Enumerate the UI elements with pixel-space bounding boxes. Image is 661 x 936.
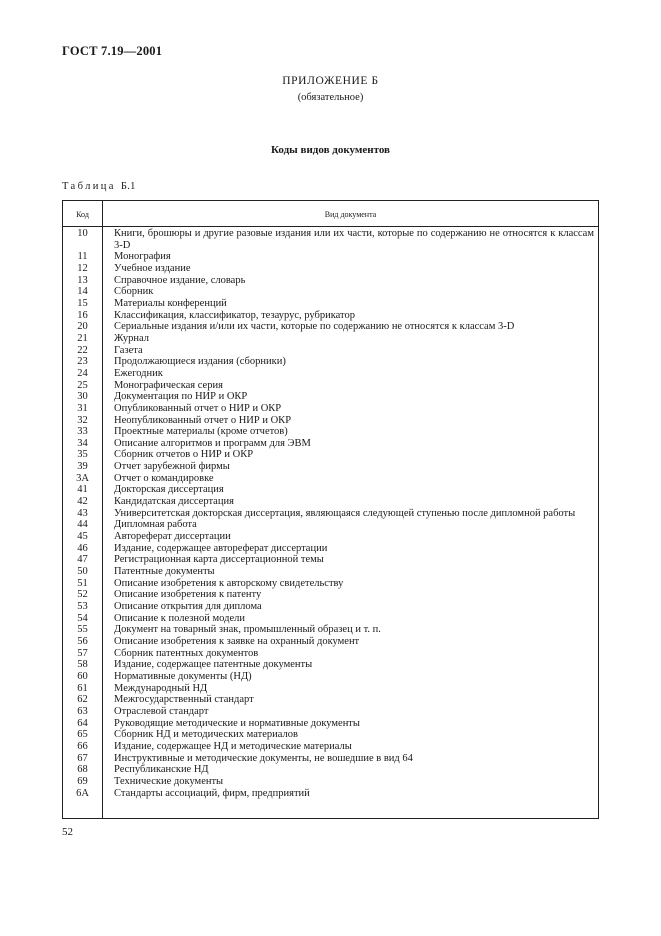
row-code: 67 — [77, 752, 88, 764]
row-code: 16 — [77, 309, 88, 321]
table-row — [63, 729, 598, 741]
row-code: 68 — [77, 764, 88, 776]
table-row — [63, 275, 598, 287]
table-label-number: Б.1 — [120, 181, 136, 192]
table-row — [63, 788, 598, 800]
table-row — [63, 449, 598, 461]
row-document-type: Республиканские НД — [114, 764, 209, 776]
row-code: 10 — [77, 228, 88, 239]
row-document-type: Стандарты ассоциаций, фирм, предприятий — [114, 787, 310, 799]
row-code: 34 — [77, 437, 88, 449]
row-code: 69 — [77, 775, 88, 787]
row-document-type: Описание к полезной модели — [114, 612, 245, 624]
row-document-type: Межгосударственный стандарт — [114, 694, 254, 706]
table-label — [62, 181, 136, 192]
row-code: 63 — [77, 705, 88, 717]
table-row — [63, 764, 598, 776]
appendix-title: ПРИЛОЖЕНИЕ Б — [282, 75, 379, 87]
table-row — [63, 648, 598, 660]
table-row — [63, 263, 598, 275]
row-document-type: Описание алгоритмов и программ для ЭВМ — [114, 437, 311, 449]
table-row — [63, 624, 598, 636]
row-document-type: Сборник отчетов о НИР и ОКР — [114, 449, 254, 461]
appendix-subtitle: (обязательное) — [297, 92, 364, 103]
table-row — [63, 636, 598, 648]
row-code: 55 — [77, 624, 88, 636]
row-code: 21 — [77, 332, 88, 344]
table-row — [63, 554, 598, 566]
table-row — [63, 298, 598, 310]
row-document-type: Отраслевой стандарт — [114, 705, 209, 717]
row-code: 25 — [77, 379, 88, 391]
row-document-type: Руководящие методические и нормативные документы — [114, 717, 360, 729]
table-header — [63, 201, 598, 227]
row-document-type: Описание изобретения к авторскому свидетельству — [114, 577, 344, 589]
row-code: 61 — [77, 682, 88, 694]
table-body — [63, 228, 598, 799]
table-row — [63, 496, 598, 508]
row-document-type: Дипломная работа — [114, 519, 197, 531]
document-header: ГОСТ 7.19—2001 — [62, 44, 163, 58]
row-code: 42 — [77, 496, 88, 508]
row-code: 44 — [77, 519, 88, 531]
row-document-type: Сборник — [114, 286, 154, 298]
table-row — [63, 415, 598, 427]
row-document-type: Издание, содержащее НД и методические материалы — [114, 740, 352, 752]
row-code: 60 — [77, 670, 88, 682]
row-code: 23 — [77, 356, 88, 368]
table-row — [63, 438, 598, 450]
table-row — [63, 286, 598, 298]
row-document-type: Опубликованный отчет о НИР и ОКР — [114, 402, 282, 414]
document-title: Коды видов документов — [270, 144, 390, 156]
row-document-type: Технические документы — [114, 775, 224, 787]
row-code: 54 — [77, 612, 88, 624]
table-label-word: Таблица — [62, 181, 116, 192]
row-code: 57 — [77, 647, 88, 659]
table-row — [63, 671, 598, 683]
row-code: 33 — [77, 426, 88, 438]
table-row — [63, 566, 598, 578]
row-document-type: Документация по НИР и ОКР — [114, 391, 248, 403]
row-code: 62 — [77, 694, 88, 706]
row-code: 31 — [77, 402, 88, 414]
row-document-type: Автореферат диссертации — [114, 531, 231, 543]
row-code: 66 — [77, 740, 88, 752]
row-document-type: Сборник патентных документов — [114, 647, 259, 659]
row-document-type: Регистрационная карта диссертационной темы — [114, 554, 324, 566]
row-code: 13 — [77, 274, 88, 286]
table-row — [63, 776, 598, 788]
table-row — [63, 310, 598, 322]
document-codes-table — [62, 200, 599, 819]
table-row — [63, 508, 598, 520]
row-code: 39 — [77, 461, 88, 473]
table-row — [63, 403, 598, 415]
row-document-type: Отчет зарубежной фирмы — [114, 461, 230, 473]
table-row — [63, 718, 598, 730]
table-row — [63, 321, 598, 333]
table-row — [63, 601, 598, 613]
table-row — [63, 368, 598, 380]
table-row — [63, 694, 598, 706]
table-row — [63, 391, 598, 403]
table-row — [63, 473, 598, 485]
table-row — [63, 683, 598, 695]
row-document-type: Описание изобретения к заявке на охранный документ — [114, 635, 360, 647]
table-row — [63, 426, 598, 438]
column-header-code: Код — [76, 210, 89, 219]
row-document-type: Кандидатская диссертация — [114, 496, 234, 508]
table-row — [63, 659, 598, 671]
row-code: 3А — [76, 472, 89, 484]
column-header-type: Вид документа — [324, 210, 377, 219]
row-document-type: Описание изобретения к патенту — [114, 589, 262, 601]
row-code: 20 — [77, 321, 88, 333]
row-code: 22 — [77, 344, 88, 356]
row-code: 50 — [77, 566, 88, 578]
row-document-type: Продолжающиеся издания (сборники) — [114, 356, 286, 368]
table-row — [63, 228, 598, 251]
row-document-type: Издание, содержащее патентные документы — [114, 659, 313, 671]
table-row — [63, 613, 598, 625]
table-row — [63, 333, 598, 345]
row-document-type: Справочное издание, словарь — [114, 274, 246, 286]
row-code: 51 — [77, 577, 88, 589]
table-row — [63, 356, 598, 368]
table-row — [63, 531, 598, 543]
table-row — [63, 589, 598, 601]
row-document-type: Университетская докторская диссертация, являющаяся следующей ступенью после дипломной работы — [114, 507, 576, 519]
row-code: 46 — [77, 542, 88, 554]
row-document-type: Газета — [114, 344, 143, 356]
row-code: 6А — [76, 787, 89, 799]
table-row — [63, 484, 598, 496]
page-number: 52 — [62, 826, 73, 838]
row-document-type: Проектные материалы (кроме отчетов) — [114, 426, 288, 438]
row-document-type: Журнал — [114, 332, 150, 344]
table-row — [63, 345, 598, 357]
table-row — [63, 543, 598, 555]
row-code: 14 — [77, 286, 88, 298]
table-row — [63, 706, 598, 718]
row-code: 24 — [77, 367, 88, 379]
row-code: 30 — [77, 391, 88, 403]
row-code: 65 — [77, 729, 88, 741]
table-row — [63, 380, 598, 392]
row-code: 41 — [77, 484, 88, 496]
row-document-type: Неопубликованный отчет о НИР и ОКР — [114, 414, 292, 426]
row-code: 52 — [77, 589, 88, 601]
row-document-type: Докторская диссертация — [114, 484, 224, 496]
row-code: 15 — [77, 297, 88, 309]
row-code: 35 — [77, 449, 88, 461]
table-row — [63, 741, 598, 753]
row-document-type: Международный НД — [114, 682, 208, 694]
table-row — [63, 753, 598, 765]
row-document-type: Книги, брошюры и другие разовые издания или их части, которые по содержанию не относятся к классам 3-D — [114, 228, 594, 251]
row-document-type: Монография — [114, 251, 171, 263]
row-code: 58 — [77, 659, 88, 671]
row-document-type: Патентные документы — [114, 566, 215, 578]
row-code: 64 — [77, 717, 88, 729]
table-row — [63, 251, 598, 263]
row-code: 12 — [77, 262, 88, 274]
row-document-type: Классификация, классификатор, тезаурус, рубрикатор — [114, 309, 355, 321]
table-row — [63, 461, 598, 473]
row-document-type: Нормативные документы (НД) — [114, 670, 252, 682]
row-code: 53 — [77, 601, 88, 612]
row-code: 47 — [77, 554, 88, 566]
row-code: 32 — [77, 414, 88, 426]
row-document-type: Инструктивные и методические документы, не вошедшие в вид 64 — [114, 752, 413, 764]
row-document-type: Издание, содержащее автореферат диссертации — [114, 542, 328, 554]
table-row — [63, 519, 598, 531]
row-document-type: Отчет о командировке — [114, 472, 214, 484]
row-document-type: Ежегодник — [114, 367, 163, 379]
row-code: 56 — [77, 635, 88, 647]
row-document-type: Сборник НД и методических материалов — [114, 729, 298, 741]
table-row — [63, 578, 598, 590]
row-document-type: Сериальные издания и/или их части, которые по содержанию не относятся к классам 3-D — [114, 321, 515, 333]
row-document-type: Документ на товарный знак, промышленный образец и т. п. — [114, 624, 381, 636]
row-document-type: Монографическая серия — [114, 379, 223, 391]
row-document-type: Учебное издание — [114, 262, 191, 274]
row-code: 11 — [77, 251, 88, 263]
row-document-type: Материалы конференций — [114, 297, 227, 309]
row-code: 45 — [77, 531, 88, 543]
row-code: 43 — [77, 507, 88, 519]
row-document-type: Описание открытия для диплома — [114, 601, 262, 612]
